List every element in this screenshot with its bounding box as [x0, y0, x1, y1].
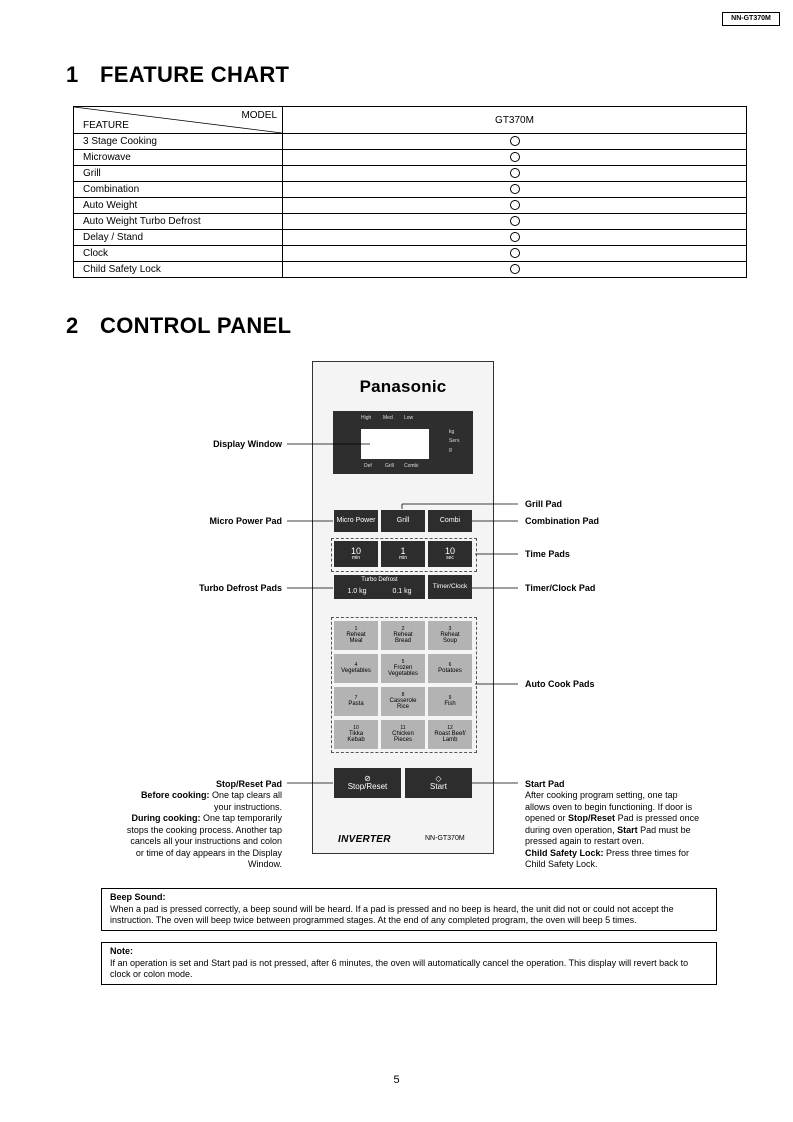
one-min-value: 1: [400, 545, 406, 556]
start-line-3c: Pad is pressed once: [615, 813, 700, 823]
feature-name: Auto Weight: [74, 198, 283, 214]
note-box: [101, 942, 717, 985]
label-grill-pad: Grill Pad: [525, 499, 563, 509]
auto-cook-number: 9: [448, 694, 452, 701]
label-timer-clock-pad: Timer/Clock Pad: [525, 583, 596, 593]
child-lock-text-2: Child Safety Lock.: [525, 859, 598, 869]
auto-cook-label: Casserole: [389, 697, 417, 704]
header-model-name: GT370M: [283, 107, 747, 134]
start-line-3a: opened or: [525, 813, 569, 823]
auto-cook-number: 5: [401, 658, 405, 665]
grill-label: Grill: [396, 517, 410, 525]
start-line-4c: Pad must be: [637, 824, 691, 835]
during-text-5: Window.: [247, 859, 282, 869]
child-lock-label: Child Safety Lock:: [525, 847, 604, 858]
start-line-4: [525, 825, 725, 837]
feature-name: Delay / Stand: [74, 230, 283, 246]
auto-cook-label-2: Soup: [442, 638, 457, 645]
inverter-logo: INVERTER: [338, 834, 391, 845]
start-line-1: After cooking program setting, one tap: [525, 790, 678, 800]
beep-text: When a pad is pressed correctly, a beep sound will be heard. If a pad is pressed and no beep is heard, the unit did not or could not accept the instruction. The oven will beep twice between programmed stages. At the end of any completed program, the oven will beep 5 times.: [110, 903, 674, 925]
during-text-3: cancels all your instructions and colon: [130, 836, 282, 846]
auto-cook-number: 1: [354, 625, 358, 632]
section-1-number: 1: [66, 62, 79, 87]
section-2-text: CONTROL PANEL: [100, 313, 292, 338]
start-line-2: allows oven to begin functioning. If door is: [525, 801, 693, 812]
label-start-pad: Start Pad: [525, 779, 565, 789]
start-description: [525, 790, 725, 871]
auto-cook-label-2: Kebab: [347, 737, 365, 744]
auto-cook-number: 3: [448, 625, 452, 632]
before-cooking-label: Before cooking:: [140, 790, 210, 800]
auto-cook-label-2: Vegetables: [388, 671, 418, 678]
ten-min-unit: min: [351, 555, 361, 562]
ten-sec-unit: sec: [446, 555, 454, 562]
section-2-number: 2: [66, 313, 79, 338]
display-def: Def: [364, 463, 372, 469]
auto-cook-label: Reheat: [393, 631, 413, 638]
display-g: g: [449, 447, 452, 453]
auto-cook-label: Potatoes: [438, 667, 462, 674]
one-min-unit: min: [398, 555, 408, 562]
label-stop-reset-pad: Stop/Reset Pad: [215, 779, 282, 789]
auto-cook-number: 11: [400, 724, 406, 731]
stop-icon: ⊘: [364, 773, 371, 783]
page-number: 5: [393, 1074, 400, 1086]
during-text-4: or time of day appears in the Display: [135, 847, 282, 858]
display-combi: Combi: [404, 463, 419, 469]
label-auto-cook-pads: Auto Cook Pads: [525, 679, 595, 689]
start-line-4a: during oven operation,: [525, 824, 618, 835]
display-serv: Serv.: [449, 438, 461, 444]
auto-cook-number: 8: [401, 691, 405, 698]
feature-name: Grill: [74, 166, 283, 182]
section-1-text: FEATURE CHART: [100, 62, 290, 87]
ten-min-value: 10: [350, 545, 361, 556]
brand-logo: Panasonic: [359, 377, 447, 396]
during-line-1: [100, 813, 282, 825]
auto-cook-number: 2: [401, 625, 405, 632]
during-cooking-label: During cooking:: [131, 813, 201, 823]
display-kg: kg: [449, 429, 455, 435]
auto-cook-label: Chicken: [392, 730, 414, 737]
start-label: Start: [430, 782, 447, 791]
label-combination-pad: Combination Pad: [525, 516, 599, 526]
auto-cook-label-2: Lamb: [442, 737, 458, 744]
auto-cook-label: Fish: [444, 700, 456, 707]
feature-name: Child Safety Lock: [74, 262, 283, 278]
during-text-2: stops the cooking process. Another tap: [126, 824, 282, 835]
auto-cook-label: Vegetables: [341, 667, 371, 674]
beep-title: Beep Sound:: [110, 892, 166, 902]
auto-cook-label: Pasta: [348, 700, 364, 707]
before-line-1: [100, 790, 282, 802]
auto-cook-label-2: Rice: [396, 704, 409, 711]
start-line-4b: Start: [617, 824, 638, 835]
note-text: If an operation is set and Start pad is not pressed, after 6 minutes, the oven will automatically cancel the operation. This display will revert back to clock or colon mode.: [110, 957, 689, 979]
child-lock-line: [525, 848, 725, 860]
display-grill: Grill: [385, 463, 394, 469]
model-tag: NN-GT370M: [722, 12, 780, 26]
label-micro-power-pad: Micro Power Pad: [209, 516, 282, 526]
auto-cook-label-2: Pieces: [393, 737, 412, 744]
display-low: Low: [404, 415, 414, 421]
auto-cook-label: Reheat: [346, 631, 366, 638]
child-lock-text: Press three times for: [603, 847, 690, 858]
before-text-1: One tap clears all: [209, 790, 282, 800]
auto-cook-number: 6: [448, 661, 452, 668]
display-high: High: [361, 415, 372, 421]
start-line-5: pressed again to restart oven.: [525, 836, 645, 846]
beep-sound-box: [101, 888, 717, 931]
auto-cook-label: Reheat: [440, 631, 460, 638]
panel-model: NN-GT370M: [425, 835, 465, 842]
header-model: MODEL: [241, 110, 277, 121]
feature-name: Auto Weight Turbo Defrost: [74, 214, 283, 230]
during-text-1: One tap temporarily: [200, 813, 282, 823]
auto-cook-label: Frozen: [393, 664, 413, 671]
auto-cook-number: 10: [353, 724, 359, 731]
auto-cook-label-2: Meal: [349, 638, 363, 645]
auto-cook-number: 4: [354, 661, 358, 668]
feature-name: 3 Stage Cooking: [74, 134, 283, 150]
start-icon: ◇: [435, 773, 442, 783]
ten-sec-value: 10: [444, 545, 455, 556]
auto-cook-number: 7: [354, 694, 358, 701]
combi-label: Combi: [439, 517, 461, 525]
turbo-defrost-label: Turbo Defrost: [361, 577, 398, 583]
feature-name: Microwave: [74, 150, 283, 166]
start-line-3b: Stop/Reset: [568, 813, 616, 823]
label-display-window: Display Window: [213, 439, 282, 449]
note-title: Note:: [110, 946, 133, 956]
display-med: Med: [383, 415, 393, 421]
turbo-1kg-label: 1.0 kg: [347, 588, 367, 595]
stop-reset-label: Stop/Reset: [347, 782, 388, 791]
timer-clock-label: Timer/Clock: [432, 582, 468, 590]
label-time-pads: Time Pads: [525, 549, 570, 559]
feature-name: Clock: [74, 246, 283, 262]
start-line-3: [525, 813, 725, 825]
header-feature: FEATURE: [83, 120, 129, 131]
auto-cook-label: Roast Beef/: [434, 730, 466, 737]
stop-reset-description: [100, 790, 282, 871]
auto-cook-label: Tikka: [348, 730, 364, 737]
feature-name: Combination: [74, 182, 283, 198]
label-turbo-defrost-pads: Turbo Defrost Pads: [199, 583, 282, 593]
before-text-2: your instructions.: [213, 801, 282, 812]
turbo-01kg-label: 0.1 kg: [392, 588, 412, 595]
auto-cook-label-2: Bread: [394, 638, 411, 645]
auto-cook-number: 12: [447, 724, 453, 731]
micro-power-label: Micro Power: [336, 517, 376, 525]
